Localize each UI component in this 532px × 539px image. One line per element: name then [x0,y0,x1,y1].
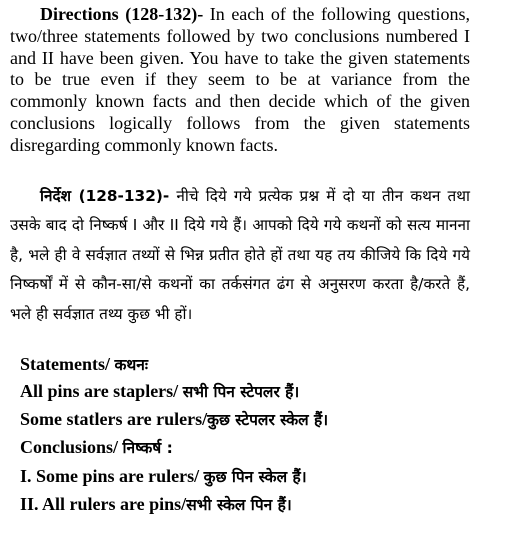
directions-hindi-body: नीचे दिये गये प्रत्येक प्रश्न में दो या तीन कथन तथा उसके बाद दो निष्कर्ष I और II दिये गये हैं। आपको दिये गये कथनों को सत्य मानना है, भले ही वे सर्वज्ञात तथ्यों से भिन्न प्रतीत होते हों तथा यह तय कीजिये कि दिये गये निष्कर्षों में से कौन-सा/से कथनों का तर्कसंगत ढंग से अनुसरण करता है/करते हैं, भले ही सर्वज्ञात तथ्य कुछ भी हों। [10,187,470,323]
conclusion-2-en: II. All rulers are pins/ [20,494,187,514]
directions-english-body: In each of the following questions, two/three statements followed by two conclusions numbered I and II have been given. You have to take the given statements to be true even if they seem to be at variance from the commonly known facts and then decide which of the given conclusions logically follows from the given statements disregarding commonly known facts. [10,4,470,155]
conclusion-1-hi: कुछ पिन स्केल हैं। [203,468,307,486]
statement-1 [20,380,299,402]
statements-heading-en: Statements/ [20,354,115,374]
directions-english [10,4,470,157]
conclusion-1 [20,465,307,487]
conclusion-2 [20,493,292,515]
conclusions-heading-en: Conclusions/ [20,437,123,457]
directions-hindi [10,182,470,329]
directions-english-heading: Directions (128-132)- [40,4,204,24]
conclusion-1-en: I. Some pins are rulers/ [20,466,204,486]
conclusions-heading [20,436,173,458]
statement-1-en: All pins are staplers/ [20,381,183,401]
statement-2-hi: कुछ स्टेपलर स्केल हैं। [207,411,329,429]
statement-2 [20,408,328,430]
conclusion-2-hi: सभी स्केल पिन हैं। [186,496,292,514]
statements-heading [20,353,148,375]
directions-hindi-heading: निर्देश (128-132)- [40,187,170,205]
conclusions-heading-hi: निष्कर्ष : [122,439,173,457]
statement-2-en: Some statlers are rulers/ [20,409,208,429]
statements-heading-hi: कथनः [114,356,149,374]
statement-1-hi: सभी पिन स्टेपलर हैं। [182,383,300,401]
